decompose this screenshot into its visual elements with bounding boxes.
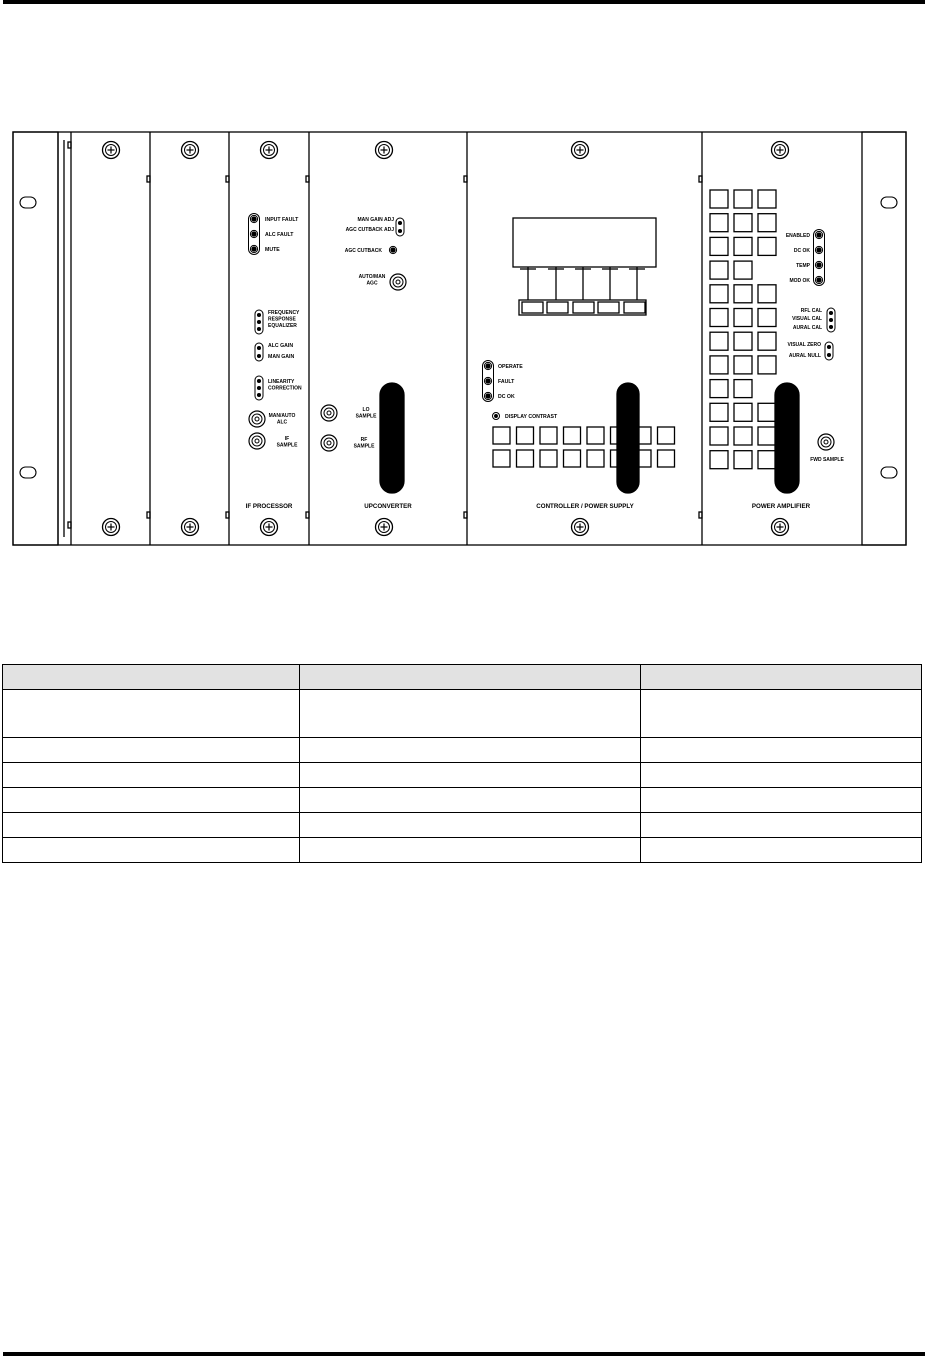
if-linearity-label: CORRECTION: [268, 385, 302, 392]
pa-fwd-sample-connector: [818, 434, 834, 450]
controller-keypad-button[interactable]: [493, 427, 510, 444]
if-man-auto-alc-switch: [249, 411, 265, 427]
amplifier-keypad-button[interactable]: [734, 427, 752, 445]
pa-cal-trims-trim: [830, 312, 833, 315]
rail-tab: [699, 512, 702, 518]
up-rf-sample-connector-ring: [324, 438, 334, 448]
soft-key-button[interactable]: [547, 302, 568, 313]
rail-tab: [306, 512, 309, 518]
pa-aural-cal-label: AURAL CAL: [792, 325, 822, 331]
table-cell: [3, 838, 300, 863]
up-auto-man-agc-label: AGC: [366, 280, 378, 287]
amplifier-keypad-button[interactable]: [758, 214, 776, 232]
amplifier-keypad-button[interactable]: [758, 427, 776, 445]
amplifier-keypad-button[interactable]: [710, 237, 728, 255]
if-fault-leds-led-dot: [252, 232, 256, 236]
soft-key-button[interactable]: [573, 302, 594, 313]
controller-title: CONTROLLER / POWER SUPPLY: [536, 503, 634, 510]
amplifier-keypad-button[interactable]: [734, 380, 752, 398]
if-linearity-trim-trim: [258, 394, 261, 397]
rack-ear-slot: [881, 467, 897, 478]
table-cell: [641, 690, 922, 738]
amplifier-keypad-button[interactable]: [734, 356, 752, 374]
table-cell: [300, 763, 641, 788]
amplifier-keypad-button[interactable]: [710, 403, 728, 421]
pa-zero-null-trims-trim: [828, 354, 831, 357]
if-freq-response-label: RESPONSE: [268, 316, 296, 323]
rail-tab: [464, 512, 467, 518]
pa-cal-trims-trim: [830, 326, 833, 329]
if-input-fault-label: INPUT FAULT: [265, 217, 299, 223]
controller-keypad-button[interactable]: [540, 450, 557, 467]
up-lo-sample-connector-pin: [327, 411, 331, 415]
pa-status-leds-led-dot: [817, 263, 821, 267]
display-contrast-knob-dot: [495, 415, 498, 418]
table-cell: [641, 813, 922, 838]
pa-fwd-sample-connector-ring: [821, 437, 831, 447]
up-man-gain-adj-label: MAN GAIN ADJ: [357, 217, 394, 223]
pa-status-leds-led-dot: [817, 278, 821, 282]
table-header-cell: [641, 665, 922, 690]
rack-ear-slot: [881, 197, 897, 208]
amplifier-keypad-button[interactable]: [710, 451, 728, 469]
up-agc-cutback-led-dot: [391, 248, 395, 252]
if-processor-title: IF PROCESSOR: [245, 503, 293, 510]
if-man-auto-alc-switch-ring: [252, 414, 262, 424]
up-lo-sample-connector: [321, 405, 337, 421]
rail-tab: [699, 176, 702, 182]
ctl-status-leds-led-dot: [486, 394, 490, 398]
if-sample-connector-pin: [255, 439, 259, 443]
amplifier-keypad-button[interactable]: [710, 285, 728, 303]
controller-keypad-button[interactable]: [658, 450, 675, 467]
if-sample-label: SAMPLE: [276, 442, 298, 449]
table-row: [3, 788, 922, 813]
if-alc-gain-trim-bezel: [255, 343, 263, 361]
amplifier-keypad-button[interactable]: [758, 190, 776, 208]
amplifier-keypad-button[interactable]: [758, 309, 776, 327]
chassis-outline: [13, 132, 906, 545]
ctl-display-contrast-label: DISPLAY CONTRAST: [505, 414, 558, 420]
table-cell: [641, 788, 922, 813]
ctl-operate-label: OPERATE: [498, 364, 523, 370]
pa-zero-null-trims-bezel: [825, 342, 833, 360]
bottom-rule: [3, 1352, 925, 1356]
pa-rfl-cal-label: RFL CAL: [800, 308, 822, 314]
ctl-status-leds-led-dot: [486, 364, 490, 368]
if-alc-gain-label: ALC GAIN: [268, 343, 294, 349]
if-freq-response-label: EQUALIZER: [268, 323, 297, 329]
up-gain-trim-trim: [399, 222, 402, 225]
table-cell: [3, 690, 300, 738]
module-handle: [380, 383, 404, 493]
soft-key-button[interactable]: [624, 302, 645, 313]
if-mute-label: MUTE: [265, 247, 280, 253]
upconverter-title: UPCONVERTER: [364, 503, 412, 510]
if-alc-gain-trim-trim: [258, 355, 261, 358]
amplifier-keypad-button[interactable]: [710, 261, 728, 279]
pa-status-leds-led-dot: [817, 248, 821, 252]
up-agc-cutback-adj-label: AGC CUTBACK ADJ: [345, 227, 394, 233]
amplifier-keypad-button[interactable]: [758, 451, 776, 469]
up-gain-trim-trim: [399, 230, 402, 233]
up-lo-sample-label: LO: [362, 407, 370, 413]
pa-visual-cal-label: VISUAL CAL: [792, 316, 822, 322]
rail-tab: [306, 176, 309, 182]
table-cell: [300, 813, 641, 838]
amplifier-keypad-button[interactable]: [734, 214, 752, 232]
if-freq-response-label: FREQUENCY: [268, 310, 300, 316]
pa-fwd-sample-label: FWD SAMPLE: [810, 457, 844, 463]
pa-cal-trims-trim: [830, 319, 833, 322]
rail-tab: [464, 176, 467, 182]
amplifier-keypad-button[interactable]: [734, 190, 752, 208]
amplifier-keypad-button[interactable]: [710, 332, 728, 350]
controller-keypad-button[interactable]: [564, 427, 581, 444]
amplifier-keypad-button[interactable]: [734, 332, 752, 350]
if-sample-connector: [249, 433, 265, 449]
controller-keypad-button[interactable]: [493, 450, 510, 467]
if-sample-connector-ring: [252, 436, 262, 446]
left-rack-ear: [13, 132, 58, 545]
table-cell: [3, 813, 300, 838]
soft-key-button[interactable]: [522, 302, 543, 313]
up-rf-sample-connector-pin: [327, 441, 331, 445]
table-header-cell: [300, 665, 641, 690]
up-lo-sample-connector-ring: [324, 408, 334, 418]
if-freq-response-trim-trim: [258, 314, 261, 317]
table-header-cell: [3, 665, 300, 690]
controller-keypad-button[interactable]: [540, 427, 557, 444]
if-man-gain-label: MAN GAIN: [268, 354, 295, 360]
if-alc-gain-trim-trim: [258, 347, 261, 350]
amplifier-keypad-button[interactable]: [710, 214, 728, 232]
up-lo-sample-label: SAMPLE: [355, 413, 377, 420]
ctl-fault-label: FAULT: [498, 379, 515, 385]
rail-tab: [68, 142, 71, 148]
controller-keypad-button[interactable]: [517, 450, 534, 467]
table-cell: [300, 838, 641, 863]
amplifier-keypad-button[interactable]: [758, 237, 776, 255]
rail-tab: [147, 512, 150, 518]
amplifier-keypad-button[interactable]: [734, 403, 752, 421]
pa-temp-label: TEMP: [796, 263, 810, 269]
up-agc-cutback-label: AGC CUTBACK: [344, 248, 382, 254]
table-cell: [641, 738, 922, 763]
if-linearity-label: LINEARITY: [268, 379, 295, 385]
power-amplifier-title: POWER AMPLIFIER: [751, 503, 811, 510]
controller-keypad-button[interactable]: [658, 427, 675, 444]
module-handle: [775, 383, 799, 493]
pa-fwd-sample-connector-pin: [824, 440, 828, 444]
amplifier-keypad-button[interactable]: [734, 451, 752, 469]
amplifier-keypad-button[interactable]: [710, 190, 728, 208]
if-man-auto-alc-label: MAN/AUTO: [268, 413, 296, 419]
pa-mod-ok-label: MOD OK: [789, 278, 810, 284]
soft-key-button[interactable]: [598, 302, 619, 313]
amplifier-keypad-button[interactable]: [734, 285, 752, 303]
pa-dc-ok-label: DC OK: [793, 248, 810, 254]
rail-tab: [226, 512, 229, 518]
table-row: [3, 813, 922, 838]
table-row: [3, 738, 922, 763]
pa-visual-zero-label: VISUAL ZERO: [787, 342, 821, 348]
if-sample-label: IF: [284, 436, 290, 442]
if-fault-leds-led-dot: [252, 247, 256, 251]
table-cell: [300, 690, 641, 738]
table-cell: [3, 738, 300, 763]
amplifier-keypad-button[interactable]: [758, 403, 776, 421]
table-row: [3, 690, 922, 738]
pa-aural-null-label: AURAL NULL: [788, 353, 821, 359]
table-cell: [3, 763, 300, 788]
amplifier-keypad-button[interactable]: [758, 356, 776, 374]
up-auto-man-agc-label: AUTO/MAN: [358, 274, 386, 280]
amplifier-keypad-button[interactable]: [734, 309, 752, 327]
pa-enabled-label: ENABLED: [785, 233, 810, 239]
table-header-row: [3, 665, 922, 690]
amplifier-keypad-button[interactable]: [710, 356, 728, 374]
table-cell: [300, 788, 641, 813]
controller-keypad-button[interactable]: [587, 450, 604, 467]
if-linearity-trim-trim: [258, 387, 261, 390]
amplifier-keypad-button[interactable]: [734, 237, 752, 255]
if-man-auto-alc-label: ALC: [276, 419, 288, 426]
pa-zero-null-trims-trim: [828, 346, 831, 349]
if-linearity-trim-trim: [258, 380, 261, 383]
controller-keypad-button[interactable]: [564, 450, 581, 467]
up-gain-trim-bezel: [396, 218, 404, 236]
table-cell: [300, 738, 641, 763]
ctl-dc-ok-label: DC OK: [498, 394, 515, 400]
spec-table: [2, 664, 922, 863]
rack-front-panel-diagram: [0, 0, 928, 600]
table-cell: [641, 763, 922, 788]
table-cell: [3, 788, 300, 813]
controller-keypad-button[interactable]: [517, 427, 534, 444]
module-handle: [617, 383, 639, 493]
if-fault-leds-led-dot: [252, 217, 256, 221]
if-man-auto-alc-switch-pin: [255, 417, 259, 421]
table-row: [3, 763, 922, 788]
if-alc-fault-label: ALC FAULT: [265, 232, 294, 238]
lcd-display: [513, 218, 656, 267]
rail-tab: [68, 522, 71, 528]
amplifier-keypad-button[interactable]: [710, 309, 728, 327]
amplifier-keypad-button[interactable]: [758, 285, 776, 303]
pa-status-leds-led-dot: [817, 233, 821, 237]
amplifier-keypad-button[interactable]: [734, 261, 752, 279]
up-auto-man-agc-switch: [390, 274, 406, 290]
ctl-status-leds-led-dot: [486, 379, 490, 383]
table-row: [3, 838, 922, 863]
up-auto-man-agc-switch-pin: [396, 280, 400, 284]
controller-keypad-button[interactable]: [587, 427, 604, 444]
up-rf-sample-label: RF: [360, 437, 368, 443]
up-rf-sample-connector: [321, 435, 337, 451]
rack-ear-slot: [20, 197, 36, 208]
rack-ear-slot: [20, 467, 36, 478]
rail-tab: [226, 176, 229, 182]
right-rack-ear: [862, 132, 906, 545]
amplifier-keypad-button[interactable]: [710, 380, 728, 398]
rail-tab: [147, 176, 150, 182]
if-freq-response-trim-trim: [258, 321, 261, 324]
up-rf-sample-label: SAMPLE: [353, 443, 375, 450]
amplifier-keypad-button[interactable]: [758, 332, 776, 350]
pa-status-leds-bezel: [814, 230, 825, 286]
amplifier-keypad-button[interactable]: [710, 427, 728, 445]
if-freq-response-trim-trim: [258, 328, 261, 331]
up-auto-man-agc-switch-ring: [393, 277, 403, 287]
table-cell: [641, 838, 922, 863]
